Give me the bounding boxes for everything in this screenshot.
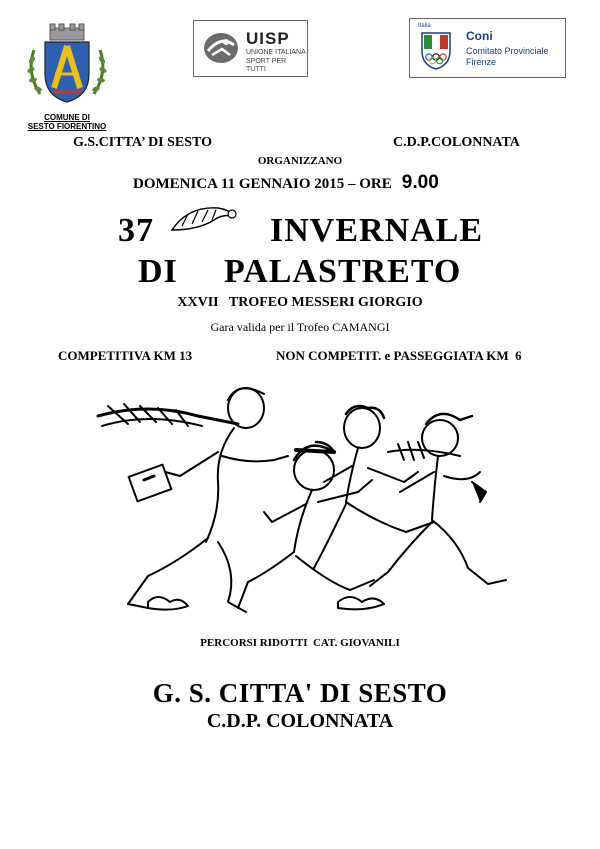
edition-number: 37 — [118, 212, 154, 249]
uisp-logo — [193, 20, 308, 77]
date-text: DOMENICA 11 GENNAIO 2015 – ORE — [133, 176, 392, 192]
start-hour: 9.00 — [401, 172, 439, 193]
trophy-line: XXVII TROFEO MESSERI GIORGIO — [177, 295, 423, 310]
coni-italia: Italia — [418, 23, 431, 29]
organizzano-label: ORGANIZZANO — [257, 155, 343, 167]
organizer-left: G.S.CITTA’ DI SESTO — [73, 135, 213, 150]
race-non-competitive: NON COMPETIT. e PASSEGGIATA KM 6 — [276, 348, 522, 363]
date-line — [133, 172, 439, 194]
footer-line-2: C.D.P. COLONNATA — [206, 710, 394, 732]
comune-logo — [18, 22, 116, 131]
uisp-name: UISP — [246, 29, 290, 48]
valid-line: Gara valida per il Trofeo CAMANGI — [210, 320, 390, 334]
uisp-tagline-2: SPORT PER TUTTI — [246, 58, 287, 73]
coat-of-arms-icon — [18, 22, 116, 108]
title-palastreto: PALASTRETO — [224, 253, 462, 290]
coni-logo — [409, 18, 566, 78]
scarf-decoration-icon — [168, 200, 240, 234]
coni-emblem-icon — [418, 31, 454, 71]
coni-sub-1: Comitato Provinciale — [466, 46, 549, 56]
uisp-tagline-1: UNIONE ITALIANA — [246, 49, 306, 56]
coni-name: Coni — [466, 29, 493, 43]
coni-sub-2: Firenze — [466, 57, 497, 67]
race-competitive: COMPETITIVA KM 13 — [58, 348, 193, 363]
title-invernale: INVERNALE — [270, 212, 484, 249]
comune-caption-1: COMUNE DI — [44, 113, 90, 122]
comune-caption-2: SESTO FIORENTINO — [27, 122, 107, 131]
organizer-right: C.D.P.COLONNATA — [393, 135, 520, 150]
title-di: DI — [138, 253, 178, 290]
uisp-emblem-icon — [202, 31, 240, 65]
footer-line-1: G. S. CITTA' DI SESTO — [152, 678, 448, 708]
runners-illustration — [88, 372, 528, 624]
youth-note: PERCORSI RIDOTTI CAT. GIOVANILI — [200, 637, 400, 649]
